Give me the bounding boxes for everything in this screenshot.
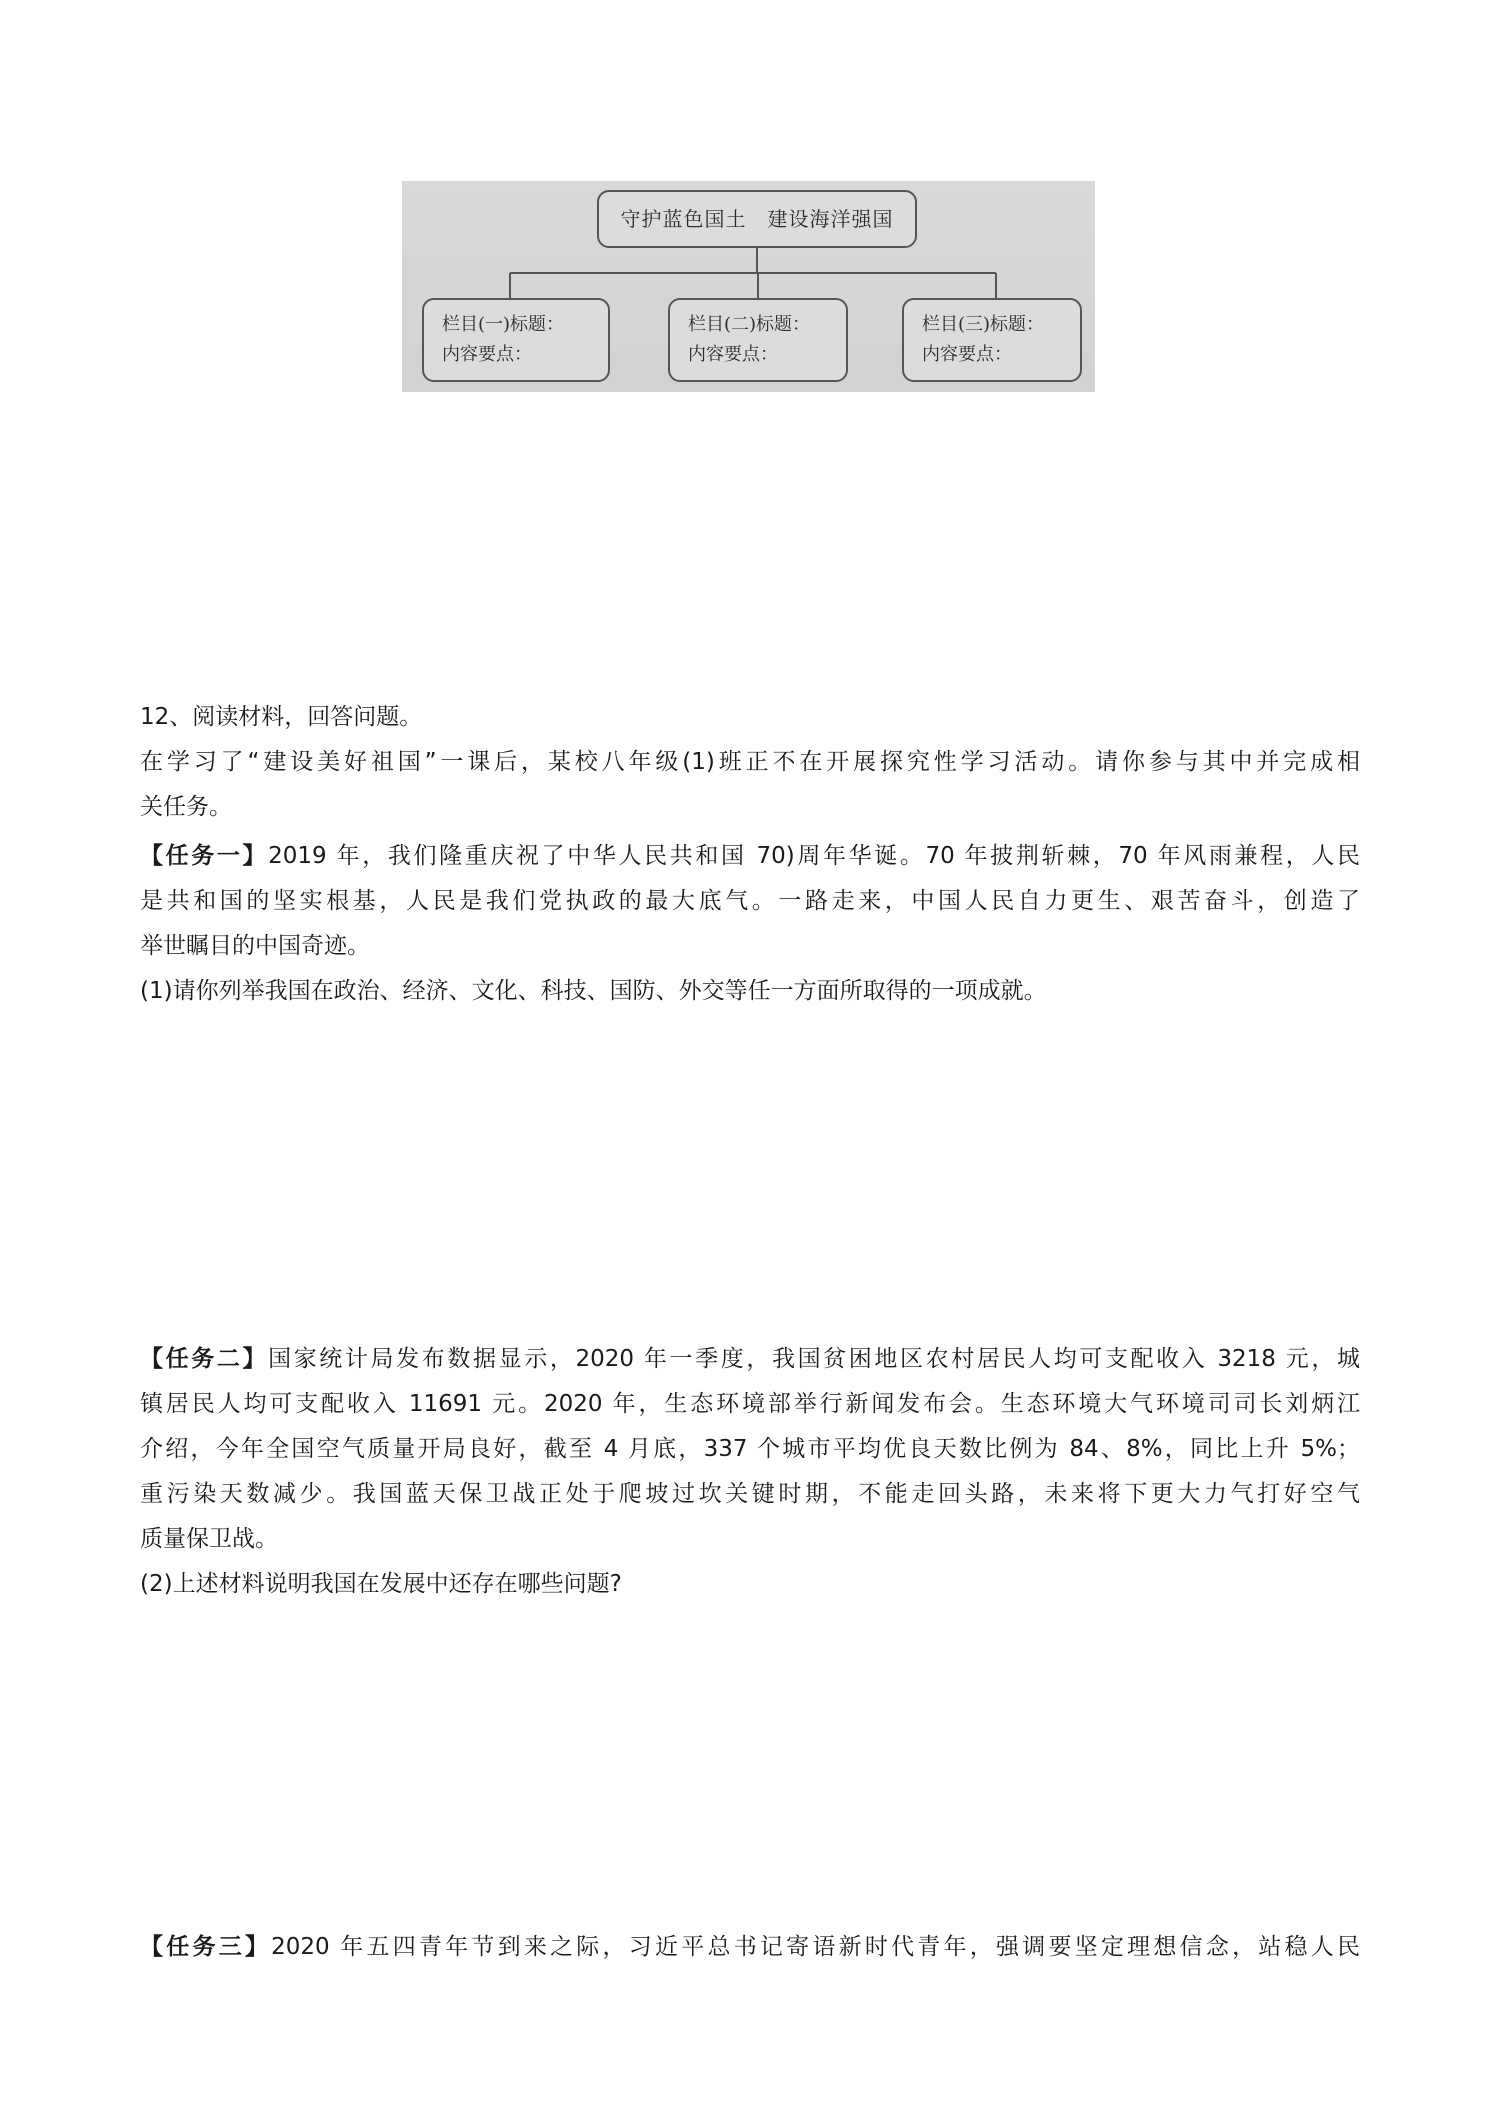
task3-text-1: 2020 年五四青年节到来之际，习近平总书记寄语新时代青年，强调要坚定理想信念，站稳人民: [271, 1934, 1360, 1960]
sub-question-2: (2)上述材料说明我国在发展中还存在哪些问题?: [140, 1571, 622, 1597]
task2-line-4: 重污染天数减少。我国蓝天保卫战正处于爬坡过坎关键时期，不能走回头路，未来将下更大力气打好空气: [140, 1481, 1360, 1507]
diagram-root-node: [597, 190, 917, 248]
column-1-title-label: 栏目(一)标题：: [442, 314, 565, 335]
intro-line-1: 在学习了“建设美好祖国”一课后，某校八年级(1)班正不在开展探究性学习活动。请你参与其中并完成相: [140, 749, 1360, 775]
task2-line-1: [140, 1338, 1360, 1380]
diagram-column-1: [422, 298, 610, 382]
question-heading: 12、阅读材料，回答问题。: [140, 704, 423, 730]
column-2-content-label: 内容要点：: [688, 344, 778, 365]
task2-text-1: 国家统计局发布数据显示，2020 年一季度，我国贫困地区农村居民人均可支配收入 3218 元，城: [268, 1346, 1361, 1372]
task2-tag: 【任务二】: [140, 1346, 269, 1372]
task1-tag: 【任务一】: [140, 843, 269, 869]
task3-line-1: [140, 1926, 1360, 1968]
task1-line-1: [140, 835, 1360, 877]
task2-line-2: 镇居民人均可支配收入 11691 元。2020 年，生态环境部举行新闻发布会。生态环境大气环境司司长刘炳江: [140, 1391, 1360, 1417]
sub-question-1: (1)请你列举我国在政治、经济、文化、科技、国防、外交等任一方面所取得的一项成就。: [140, 978, 1047, 1004]
task1-line-2: 是共和国的坚实根基，人民是我们党执政的最大底气。一路走来，中国人民自力更生、艰苦奋斗，创造了: [140, 888, 1360, 914]
task2-line-5: 质量保卫战。: [140, 1526, 278, 1552]
column-3-title-label: 栏目(三)标题：: [922, 314, 1045, 335]
task1-line-3: 举世瞩目的中国奇迹。: [140, 933, 370, 959]
task2-line-3: 介绍，今年全国空气质量开局良好，截至 4 月底，337 个城市平均优良天数比例为 84、8%，同比上升 5%；: [140, 1436, 1360, 1462]
task3-tag: 【任务三】: [140, 1934, 272, 1960]
column-3-content-label: 内容要点：: [922, 344, 1012, 365]
column-2-title-label: 栏目(二)标题：: [688, 314, 811, 335]
diagram-root-label: 守护蓝色国土 建设海洋强国: [620, 207, 894, 231]
structure-diagram: [402, 181, 1095, 392]
task1-text-1: 2019 年，我们隆重庆祝了中华人民共和国 70)周年华诞。70 年披荆斩棘，70 年风雨兼程，人民: [268, 843, 1360, 869]
diagram-column-3: [902, 298, 1082, 382]
column-1-content-label: 内容要点：: [442, 344, 532, 365]
diagram-column-2: [668, 298, 848, 382]
intro-line-2: 关任务。: [140, 794, 232, 820]
